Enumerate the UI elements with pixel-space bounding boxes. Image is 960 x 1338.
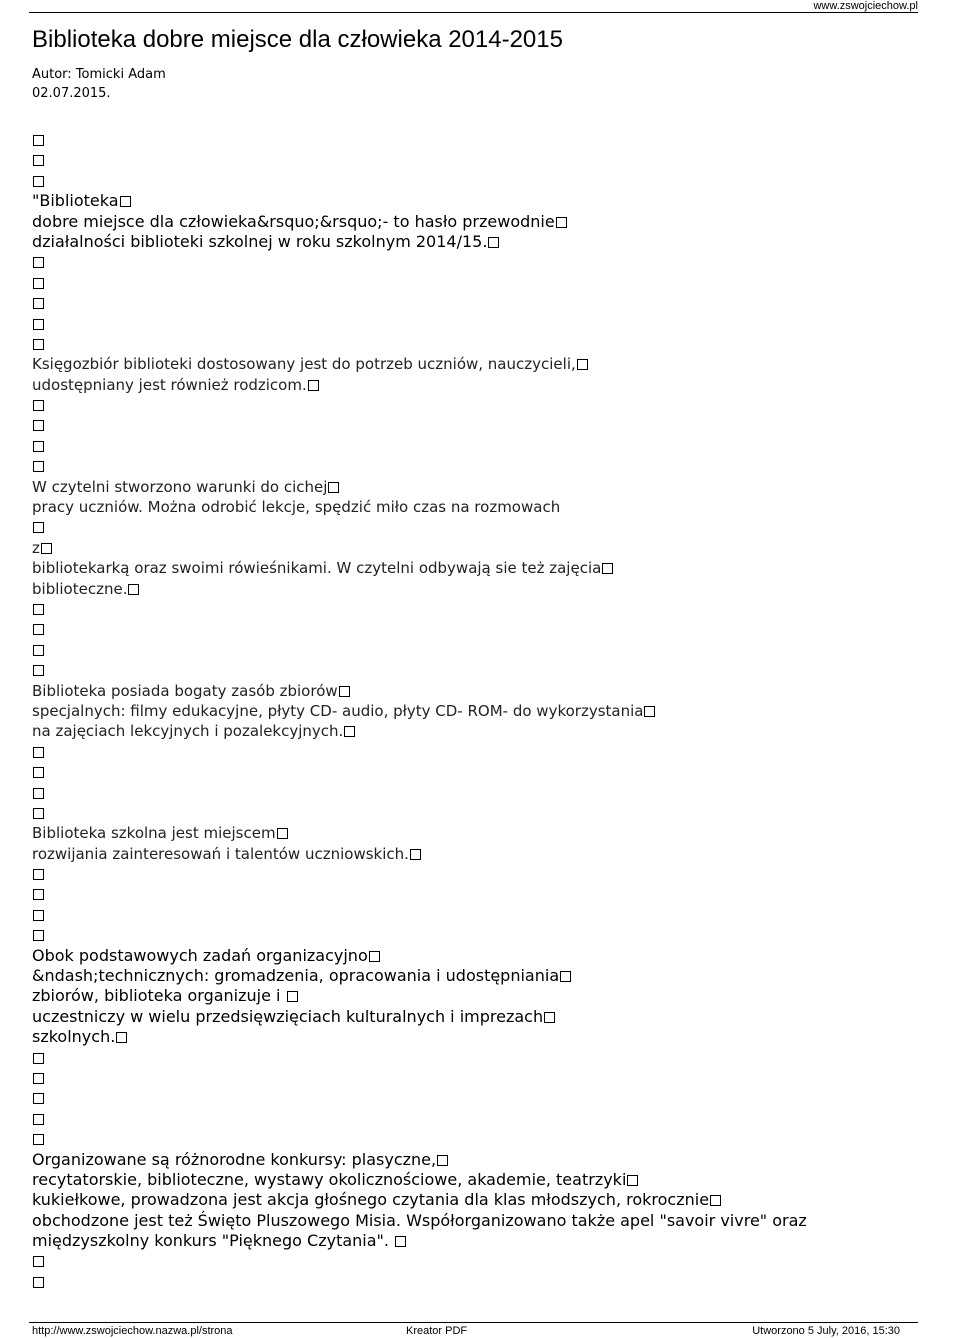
text-line — [32, 1129, 922, 1149]
missing-glyph-icon — [33, 135, 44, 146]
line-text: z — [32, 538, 40, 557]
text-line — [32, 803, 922, 823]
text-line — [32, 619, 922, 639]
text-line — [32, 1231, 922, 1251]
missing-glyph-icon — [308, 380, 319, 391]
text-line — [32, 966, 922, 986]
line-text: zbiorów, biblioteka organizuje i — [32, 986, 286, 1006]
text-line — [32, 579, 922, 599]
text-line — [32, 375, 922, 395]
text-line — [32, 823, 922, 843]
footer-created: Utworzono 5 July, 2016, 15:30 — [752, 1325, 900, 1337]
text-line — [32, 986, 922, 1006]
missing-glyph-icon — [33, 461, 44, 472]
bottom-divider — [29, 1322, 918, 1323]
article-body — [32, 130, 922, 1292]
missing-glyph-icon — [41, 543, 52, 554]
missing-glyph-icon — [33, 767, 44, 778]
missing-glyph-icon — [33, 624, 44, 635]
missing-glyph-icon — [602, 563, 613, 574]
missing-glyph-icon — [644, 706, 655, 717]
missing-glyph-icon — [577, 359, 588, 370]
date-line: 02.07.2015. — [32, 86, 111, 101]
missing-glyph-icon — [33, 522, 44, 533]
line-text: Organizowane są różnorodne konkursy: plasyczne, — [32, 1149, 437, 1169]
text-line — [32, 314, 922, 334]
text-line — [32, 1027, 922, 1047]
missing-glyph-icon — [488, 237, 499, 248]
line-text: recytatorskie, biblioteczne, wystawy okolicznościowe, akademie, teatrzyki — [32, 1169, 627, 1189]
text-line — [32, 150, 922, 170]
text-line — [32, 273, 922, 293]
missing-glyph-icon — [33, 1256, 44, 1267]
text-line — [32, 946, 922, 966]
text-line — [32, 844, 922, 864]
missing-glyph-icon — [287, 991, 298, 1002]
text-line — [32, 1150, 922, 1170]
text-line — [32, 1190, 922, 1210]
missing-glyph-icon — [33, 155, 44, 166]
text-line — [32, 395, 922, 415]
text-line — [32, 1272, 922, 1292]
text-line — [32, 742, 922, 762]
text-line — [32, 415, 922, 435]
line-text: Biblioteka posiada bogaty zasób zbiorów — [32, 681, 338, 700]
text-line — [32, 334, 922, 354]
missing-glyph-icon — [328, 482, 339, 493]
text-line — [32, 905, 922, 925]
line-text: uczestniczy w wielu przedsięwzięciach kulturalnych i imprezach — [32, 1006, 544, 1026]
text-line — [32, 640, 922, 660]
text-line — [32, 925, 922, 945]
line-text: udostępniany jest również rodzicom. — [32, 375, 307, 394]
text-line — [32, 1109, 922, 1129]
missing-glyph-icon — [33, 339, 44, 350]
text-line — [32, 783, 922, 803]
missing-glyph-icon — [410, 849, 421, 860]
line-text: Księgozbiór biblioteki dostosowany jest do potrzeb uczniów, nauczycieli, — [32, 355, 576, 374]
line-text: Biblioteka szkolna jest miejscem — [32, 824, 276, 843]
missing-glyph-icon — [369, 951, 380, 962]
missing-glyph-icon — [33, 400, 44, 411]
text-line — [32, 762, 922, 782]
text-line — [32, 884, 922, 904]
text-line — [32, 1211, 922, 1231]
missing-glyph-icon — [33, 604, 44, 615]
missing-glyph-icon — [33, 808, 44, 819]
footer-url[interactable]: http://www.zswojciechow.nazwa.pl/strona — [32, 1325, 233, 1337]
page-title: Biblioteka dobre miejsce dla człowieka 2014-2015 — [32, 26, 563, 53]
missing-glyph-icon — [33, 889, 44, 900]
line-text: pracy uczniów. Można odrobić lekcje, spędzić miło czas na rozmowach — [32, 498, 561, 517]
text-line — [32, 130, 922, 150]
text-line — [32, 252, 922, 272]
missing-glyph-icon — [33, 420, 44, 431]
line-text: "Biblioteka — [32, 191, 119, 211]
text-line — [32, 1007, 922, 1027]
missing-glyph-icon — [33, 1134, 44, 1145]
text-line — [32, 1048, 922, 1068]
missing-glyph-icon — [33, 1053, 44, 1064]
missing-glyph-icon — [33, 1277, 44, 1288]
missing-glyph-icon — [560, 971, 571, 982]
missing-glyph-icon — [437, 1155, 448, 1166]
text-line — [32, 191, 922, 211]
text-line — [32, 721, 922, 741]
missing-glyph-icon — [344, 726, 355, 737]
text-line — [32, 1068, 922, 1088]
text-line — [32, 701, 922, 721]
text-line — [32, 1170, 922, 1190]
text-line — [32, 171, 922, 191]
line-text: biblioteczne. — [32, 579, 128, 598]
missing-glyph-icon — [116, 1032, 127, 1043]
missing-glyph-icon — [33, 441, 44, 452]
text-line — [32, 436, 922, 456]
missing-glyph-icon — [33, 257, 44, 268]
missing-glyph-icon — [33, 930, 44, 941]
missing-glyph-icon — [33, 176, 44, 187]
line-text: W czytelni stworzono warunki do cichej — [32, 477, 328, 496]
missing-glyph-icon — [33, 869, 44, 880]
missing-glyph-icon — [627, 1175, 638, 1186]
site-url[interactable]: www.zswojciechow.pl — [813, 0, 918, 12]
line-text: specjalnych: filmy edukacyjne, płyty CD- audio, płyty CD- ROM- do wykorzystania — [32, 701, 644, 720]
text-line — [32, 864, 922, 884]
text-line — [32, 1251, 922, 1271]
text-line — [32, 681, 922, 701]
missing-glyph-icon — [33, 1073, 44, 1084]
text-line — [32, 517, 922, 537]
missing-glyph-icon — [33, 319, 44, 330]
line-text: kukiełkowe, prowadzona jest akcja głośnego czytania dla klas młodszych, rokrocznie — [32, 1190, 710, 1210]
text-line — [32, 354, 922, 374]
missing-glyph-icon — [33, 910, 44, 921]
line-text: bibliotekarką oraz swoimi rówieśnikami. W czytelni odbywają sie też zajęcia — [32, 559, 602, 578]
line-text: &ndash;technicznych: gromadzenia, opracowania i udostępniania — [32, 966, 560, 986]
missing-glyph-icon — [33, 645, 44, 656]
text-line — [32, 1088, 922, 1108]
line-text: międzyszkolny konkurs "Pięknego Czytania". — [32, 1231, 395, 1251]
text-line — [32, 477, 922, 497]
text-line — [32, 212, 922, 232]
missing-glyph-icon — [544, 1012, 555, 1023]
text-line — [32, 558, 922, 578]
line-text: rozwijania zainteresowań i talentów uczniowskich. — [32, 844, 409, 863]
missing-glyph-icon — [395, 1236, 406, 1247]
missing-glyph-icon — [128, 584, 139, 595]
top-divider — [29, 12, 918, 13]
missing-glyph-icon — [277, 828, 288, 839]
line-text: na zajęciach lekcyjnych i pozalekcyjnych. — [32, 722, 344, 741]
text-line — [32, 660, 922, 680]
missing-glyph-icon — [556, 217, 567, 228]
missing-glyph-icon — [33, 1093, 44, 1104]
text-line — [32, 497, 922, 517]
line-text: szkolnych. — [32, 1027, 116, 1047]
text-line — [32, 456, 922, 476]
missing-glyph-icon — [33, 278, 44, 289]
missing-glyph-icon — [33, 298, 44, 309]
line-text: obchodzone jest też Święto Pluszowego Misia. Współorganizowano także apel "savoir vivre" oraz — [32, 1210, 807, 1230]
missing-glyph-icon — [33, 665, 44, 676]
footer-generator: Kreator PDF — [406, 1325, 468, 1337]
missing-glyph-icon — [339, 686, 350, 697]
text-line — [32, 538, 922, 558]
line-text: dobre miejsce dla człowieka&rsquo;&rsquo;- to hasło przewodnie — [32, 211, 555, 231]
author-line: Autor: Tomicki Adam — [32, 67, 166, 82]
line-text: Obok podstawowych zadań organizacyjno — [32, 945, 368, 965]
missing-glyph-icon — [33, 1114, 44, 1125]
text-line — [32, 232, 922, 252]
missing-glyph-icon — [710, 1195, 721, 1206]
text-line — [32, 293, 922, 313]
missing-glyph-icon — [120, 196, 131, 207]
missing-glyph-icon — [33, 747, 44, 758]
text-line — [32, 599, 922, 619]
missing-glyph-icon — [33, 788, 44, 799]
line-text: działalności biblioteki szkolnej w roku szkolnym 2014/15. — [32, 231, 488, 251]
